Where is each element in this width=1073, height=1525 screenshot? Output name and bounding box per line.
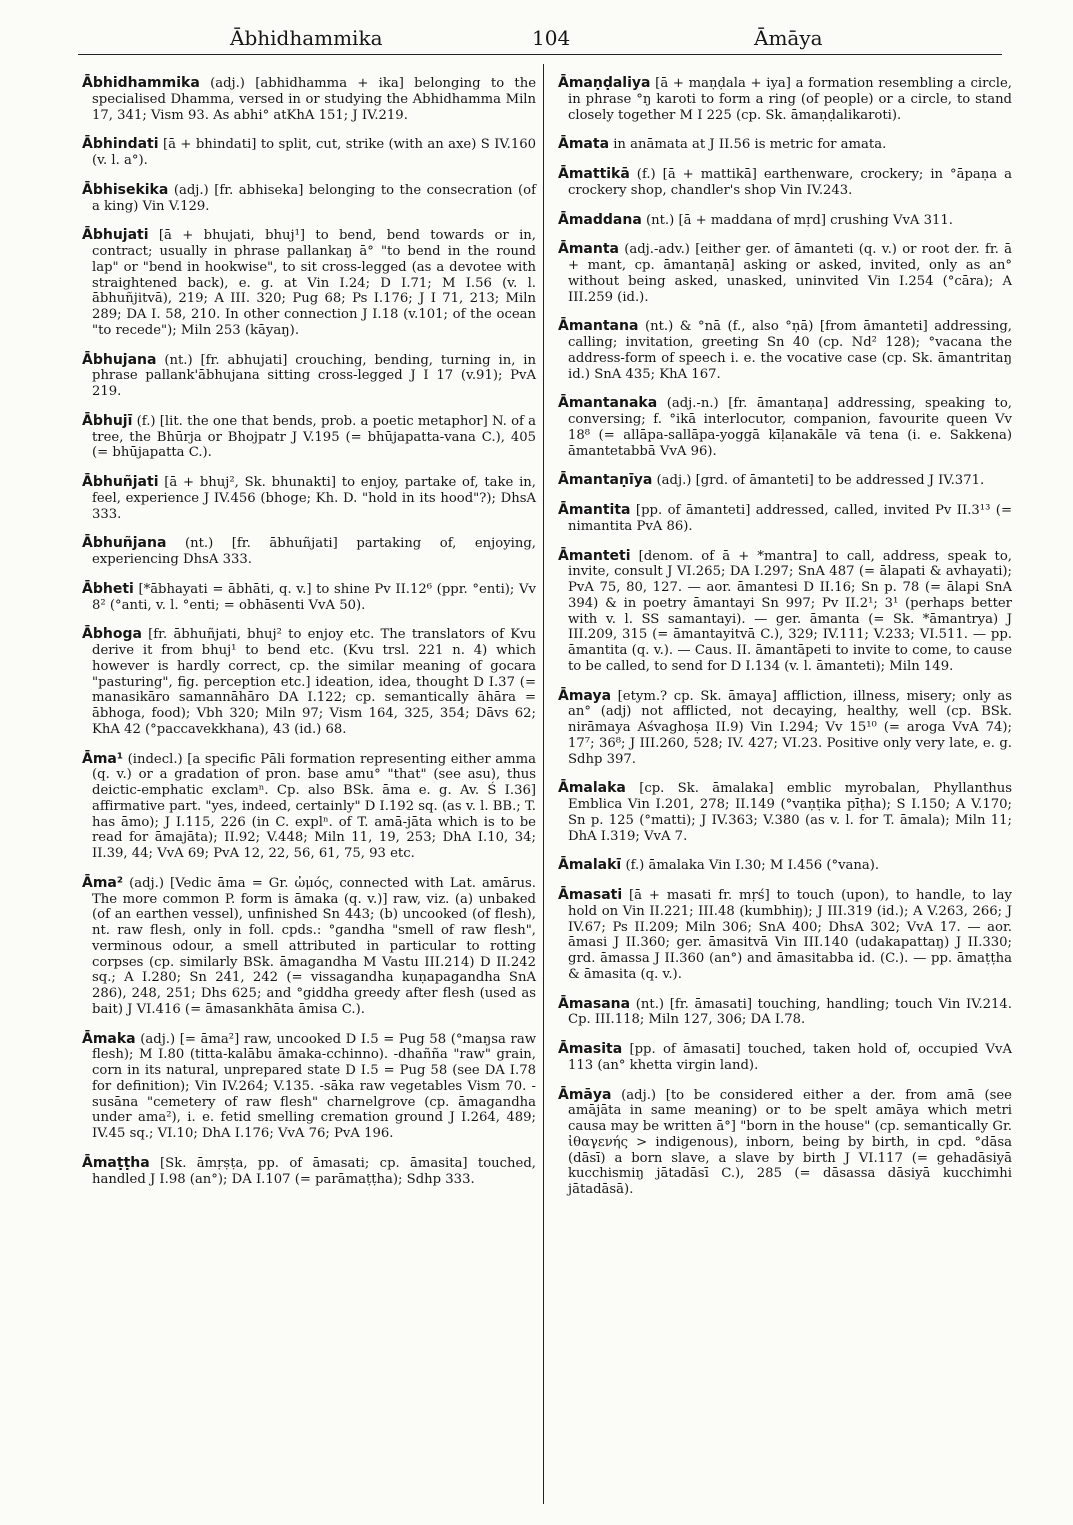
dictionary-entry bbox=[558, 213, 1012, 229]
entry-headword: Āmāya bbox=[558, 1086, 612, 1103]
entry-headword: Āmattikā bbox=[558, 166, 630, 182]
entry-definition: (adj.) [fr. abhiseka] belonging to the consecration (of a king) Vin V.129. bbox=[92, 182, 536, 214]
entry-headword: Āmasati bbox=[558, 887, 623, 903]
entry-headword: Āma² bbox=[82, 874, 124, 891]
entry-definition: (adj.-adv.) [either ger. of āmanteti (q. v.) or root der. fr. ā + mant, cp. āmantaṇā] asking or asked, invited, only as an° without being asked, unasked, uninvited Vin I.254 (°cāra); A III.259 (id.). bbox=[568, 242, 1012, 305]
entry-definition: (f.) [ā + mattikā] earthenware, crockery; in °āpaṇa a crockery shop, chandler's shop Vin IV.243. bbox=[568, 167, 1012, 198]
entry-definition: (f.) āmalaka Vin I.30; M I.456 (°vana). bbox=[625, 858, 880, 874]
entry-definition: [cp. Sk. āmalaka] emblic myrobalan, Phyllanthus Emblica Vin I.201, 278; II.149 (°vaṇṭika pīṭha); S I.150; A V.170; Sn p. 125 (°matti); J IV.363; V.380 (as v. l. for T. āmala); Miln 11; DhA I.319; VvA 7. bbox=[568, 781, 1012, 844]
dictionary-entry bbox=[558, 549, 1012, 675]
entry-headword: Ābhujana bbox=[82, 351, 157, 368]
entry-headword: Āmaddana bbox=[558, 211, 642, 228]
entry-definition: (nt.) [fr. abhujati] crouching, bending, turning in, in phrase pallank'ābhujana sitting cross-legged J I 17 (v.91); PvA 219. bbox=[92, 352, 536, 399]
dictionary-entry bbox=[558, 1088, 1012, 1198]
running-header bbox=[78, 26, 1003, 54]
dictionary-entry bbox=[558, 319, 1012, 382]
entry-headword: Ābhuñjana bbox=[82, 535, 167, 552]
entry-headword: Āmalaka bbox=[558, 780, 626, 797]
entry-definition: (nt.) [fr. ābhuñjati] partaking of, enjoying, experiencing DhsA 333. bbox=[92, 536, 536, 567]
entry-definition: [fr. ābhuñjati, bhuj² to enjoy etc. The translators of Kvu derive it from bhuj¹ to bend etc. (Kvu trsl. 221 n. 4) which however is hardly correct, cp. the similar meaning of gocara "pasturing", fig. perception etc.] ideation, idea, thought D I.37 (= manasikāro samannāhāro DA I.122; cp. semantically āhāra = ābhoga, food); Vbh 320; Miln 97; Vism 164, 325, 354; Dāvs 62; KhA 42 (°paccavekkhana), 43 (id.) 68. bbox=[92, 627, 536, 737]
entry-definition: [pp. of āmasati] touched, taken hold of, occupied VvA 113 (an° khetta virgin land). bbox=[568, 1042, 1012, 1073]
header-left-guideword: Ābhidhammika bbox=[230, 26, 383, 50]
entry-headword: Ābhoga bbox=[82, 626, 142, 643]
entry-headword: Āmaka bbox=[82, 1030, 136, 1047]
dictionary-entry bbox=[558, 781, 1012, 844]
header-rule bbox=[78, 54, 1002, 55]
entry-headword: Āmaya bbox=[558, 687, 612, 704]
entry-headword: Āmantita bbox=[558, 502, 631, 518]
dictionary-entry bbox=[82, 1032, 536, 1142]
entry-headword: Āmaṇḍaliya bbox=[558, 75, 651, 91]
entry-definition: [ā + masati fr. mṛś] to touch (upon), to handle, to lay hold on Vin II.221; III.48 (kumbhiŋ); J III.319 (id.); A V.263, 266; J IV.67; Ps II.209; Miln 306; SnA 400; DhsA 302; VvA 17. — aor. āmasi J II.360; ger. āmasitvā Vin III.140 (udakapattaŋ) J II.330; grd. āmassa J II.360 (an°) and āmasitabba id. (C.). — pp. āmaṭṭha & āmasita (q. v.). bbox=[568, 888, 1012, 982]
entry-definition: [etym.? cp. Sk. āmaya] affliction, illness, misery; only as an° (adj) not afflicted, not decaying, healthy, well (cp. BSk. nirāmaya Aśvaghoṣa II.9) Vin I.294; Vv 15¹⁰ (= aroga VvA 74); 17⁷; 36⁸; J III.260, 528; IV. 427; VI.23. Positive only very late, e. g. Sdhp 397. bbox=[568, 688, 1012, 767]
dictionary-entry bbox=[558, 473, 1012, 489]
entry-headword: Āmantanaka bbox=[558, 395, 658, 412]
dictionary-entry bbox=[558, 1042, 1012, 1074]
dictionary-entry bbox=[82, 137, 536, 169]
dictionary-entry bbox=[82, 183, 536, 215]
entry-definition: [pp. of āmanteti] addressed, called, invited Pv II.3¹³ (= nimantita PvA 86). bbox=[568, 503, 1012, 534]
dictionary-entry bbox=[82, 475, 536, 522]
entry-headword: Ābhindati bbox=[82, 136, 159, 153]
dictionary-entry bbox=[82, 876, 536, 1018]
entry-headword: Āmasita bbox=[558, 1041, 623, 1057]
dictionary-entry bbox=[558, 997, 1012, 1029]
dictionary-entry bbox=[82, 414, 536, 461]
entry-definition: [Sk. āmṛṣṭa, pp. of āmasati; cp. āmasita] touched, handled J I.98 (an°); DA I.107 (= parāmaṭṭha); Sdhp 333. bbox=[92, 1155, 536, 1187]
page-number: 104 bbox=[532, 26, 571, 50]
entry-definition: [*ābhayati = ābhāti, q. v.] to shine Pv II.12⁶ (ppr. °enti); Vv 8² (°anti, v. l. °enti; = obhāsenti VvA 50). bbox=[92, 581, 536, 613]
entry-definition: (adj.-n.) [fr. āmantaṇa] addressing, speaking to, conversing; f. °ikā interlocutor, companion, favourite queen Vv 18⁸ (= allāpa-sallāpa-yoggā kīḷanakāle vā tena (i. e. Sakkena) āmantetabbā VvA 96). bbox=[568, 396, 1012, 459]
dictionary-entry bbox=[82, 1156, 536, 1188]
dictionary-entry bbox=[558, 888, 1012, 983]
entry-headword: Āma¹ bbox=[82, 750, 124, 767]
dictionary-entry bbox=[82, 76, 536, 123]
column-divider bbox=[543, 64, 544, 1504]
dictionary-entry bbox=[558, 396, 1012, 459]
dictionary-entry bbox=[82, 627, 536, 737]
entry-definition: (adj.) [Vedic āma = Gr. ὠμός, connected with Lat. amārus. The more common P. form is āmaka (q. v.)] raw, viz. (a) unbaked (of an earthen vessel), unfinished Sn 443; (b) uncooked (of flesh), nt. raw flesh, only in foll. cpds.: °gandha "smell of raw flesh", verminous odour, a smell attributed in particular to rotting corpses (cp. similarly BSk. āmagandha M Vastu III.214) D II.242 sq.; A I.280; Sn 241, 242 (= vissagandha kuṇapagandha SnA 286), 248, 251; Dhs 625; and °giddha greedy after flesh (used as bait) J VI.416 (= āmasankhāta āmisa C.). bbox=[92, 875, 536, 1017]
entry-headword: Ābheti bbox=[82, 580, 134, 597]
dictionary-entry bbox=[558, 137, 1012, 153]
entry-definition: [denom. of ā + *mantra] to call, address, speak to, invite, consult J VI.265; DA I.297; SnA 487 (= ālapati & avhayati); PvA 75, 80, 127. — aor. āmantesi D II.16; Sn p. 78 (= ālapi SnA 394) & in poetry āmantayi Sn 997; Pv II.2¹; 3¹ (perhaps better with v. l. SS samantayi). — ger. āmanta (= Sk. *āmantrya) J III.209, 315 (= āmantayitvā C.), 329; IV.111; V.233; VI.511. — pp. āmantita (q. v.). — Caus. II. āmantāpeti to invite to come, to cause to be called, to send for D I.134 (v. l. āmanteti); Miln 149. bbox=[568, 548, 1012, 674]
right-column bbox=[558, 76, 1012, 1212]
entry-definition: (adj.) [= āma²] raw, uncooked D I.5 = Pug 58 (°maŋsa raw flesh); M I.80 (titta-kalābu āmaka-cchinno). -dhañña "raw" grain, corn in its natural, unprepared state D I.5 = Pug 58 (see DA I.78 for definition); Vin IV.264; V.135. -sāka raw vegetables Vism 70. -susāna "cemetery of raw flesh" charnelgrove (cp. āmagandha under ama²), i. e. fetid smelling cremation ground J I.264, 489; IV.45 sq.; VI.10; DhA I.176; VvA 76; PvA 196. bbox=[92, 1031, 536, 1141]
dictionary-entry bbox=[82, 582, 536, 614]
entry-definition: (f.) [lit. the one that bends, prob. a poetic metaphor] N. of a tree, the Bhūrja or Bhojpatr J V.195 (= bhūjapatta-vana C.), 405 (= bhūjapatta C.). bbox=[92, 413, 536, 461]
entry-headword: Ābhuñjati bbox=[82, 474, 159, 490]
entry-headword: Āmantaṇīya bbox=[558, 472, 653, 489]
entry-headword: Ābhisekika bbox=[82, 181, 169, 198]
entry-definition: (adj.) [to be considered either a der. from amā (see amājāta in same meaning) or to be spelt amāya which metri causa may be written ā°] "born in the house" (cp. semantically Gr. ἰθαγενής > indigenous), inborn, being by birth, in cpd. °dāsa (dāsī) a born slave, a slave by birth J VI.117 (= gehadāsiyā kucchismiŋ jātadāsī C.), 285 (= dāsassa dāsiyā kucchimhi jātadāsā). bbox=[568, 1087, 1012, 1197]
entry-definition: (indecl.) [a specific Pāli formation representing either amma (q. v.) or a gradation of pron. base amu° "that" (see asu), thus deictic-emphatic exclamⁿ. Cp. also BSk. āma e. g. Av. Ś I.36] affirmative part. "yes, indeed, certainly" D I.192 sq. (as v. l. BB.; T. has āmo); J I.115, 226 (in C. explⁿ. of T. amā-jāta which is to be read for āmajāta); II.92; V.448; Miln 11, 19, 253; DhA I.10, 34; II.39, 44; VvA 69; PvA 12, 22, 56, 61, 75, 93 etc. bbox=[92, 751, 536, 861]
entry-definition: [ā + bhindati] to split, cut, strike (with an axe) S IV.160 (v. l. a°). bbox=[92, 137, 536, 168]
dictionary-entry bbox=[82, 228, 536, 338]
dictionary-entry bbox=[82, 536, 536, 568]
entry-headword: Āmanta bbox=[558, 241, 619, 258]
entry-definition: (nt.) & °nā (f., also °ṇā) [from āmanteti] addressing, calling; invitation, greeting Sn 40 (cp. Nd² 128); °vacana the address-form of speech i. e. the vocative case (cp. Sk. āmantritaŋ id.) SnA 435; KhA 167. bbox=[568, 319, 1012, 382]
entry-headword: Āmata bbox=[558, 136, 610, 153]
entry-definition: [ā + bhujati, bhuj¹] to bend, bend towards or in, contract; usually in phrase pallankaŋ ā° "to bend in the round lap" or "bend in hookwise", to sit cross-legged (as a devotee with straightened back), e. g. at Vin I.24; D I.71; M I.56 (v. l. ābhuñjitvā), 219; A III. 320; Pug 68; Ps I.176; J I 71, 213; Miln 289; DA I. 58, 210. In other connection J I.18 (v.101; of the ocean "to recede"); Miln 253 (kāyaŋ). bbox=[92, 228, 536, 338]
entry-definition: (nt.) [fr. āmasati] touching, handling; touch Vin IV.214. Cp. III.118; Miln 127, 306; DA I.78. bbox=[568, 996, 1012, 1028]
left-column bbox=[82, 76, 536, 1201]
entry-definition: [ā + bhuj², Sk. bhunakti] to enjoy, partake of, take in, feel, experience J IV.456 (bhoge; Kh. D. "hold in its hood"?); DhsA 333. bbox=[92, 475, 536, 522]
entry-headword: Ābhidhammika bbox=[82, 75, 200, 91]
dictionary-entry bbox=[558, 503, 1012, 535]
dictionary-entry bbox=[558, 76, 1012, 123]
entry-headword: Āmasana bbox=[558, 995, 631, 1012]
dictionary-entry bbox=[558, 167, 1012, 199]
dictionary-entry bbox=[558, 242, 1012, 305]
entry-headword: Āmalakī bbox=[558, 857, 622, 874]
entry-headword: Ābhujati bbox=[82, 227, 149, 244]
entry-definition: (adj.) [abhidhamma + ika] belonging to the specialised Dhamma, versed in or studying the Abhidhamma Miln 17, 341; Vism 93. As abhi° atKhA 151; J IV.219. bbox=[92, 76, 536, 123]
entry-headword: Ābhujī bbox=[82, 412, 133, 429]
entry-headword: Āmaṭṭha bbox=[82, 1154, 150, 1171]
entry-definition: [ā + maṇḍala + iya] a formation resembling a circle, in phrase °ŋ karoti to form a ring (of people) or a circle, to stand closely together M I 225 (cp. Sk. āmaṇḍalikaroti). bbox=[568, 76, 1012, 123]
entry-headword: Āmantana bbox=[558, 318, 639, 335]
header-right-guideword: Āmāya bbox=[754, 26, 823, 50]
entry-definition: in anāmata at J II.56 is metric for amata. bbox=[613, 137, 887, 153]
dictionary-entry bbox=[82, 353, 536, 400]
dictionary-entry bbox=[558, 858, 1012, 874]
entry-definition: (adj.) [grd. of āmanteti] to be addressed J IV.371. bbox=[656, 473, 985, 489]
dictionary-entry bbox=[558, 689, 1012, 768]
entry-definition: (nt.) [ā + maddana of mṛd] crushing VvA 311. bbox=[645, 212, 953, 228]
entry-headword: Āmanteti bbox=[558, 547, 631, 564]
dictionary-entry bbox=[82, 752, 536, 862]
